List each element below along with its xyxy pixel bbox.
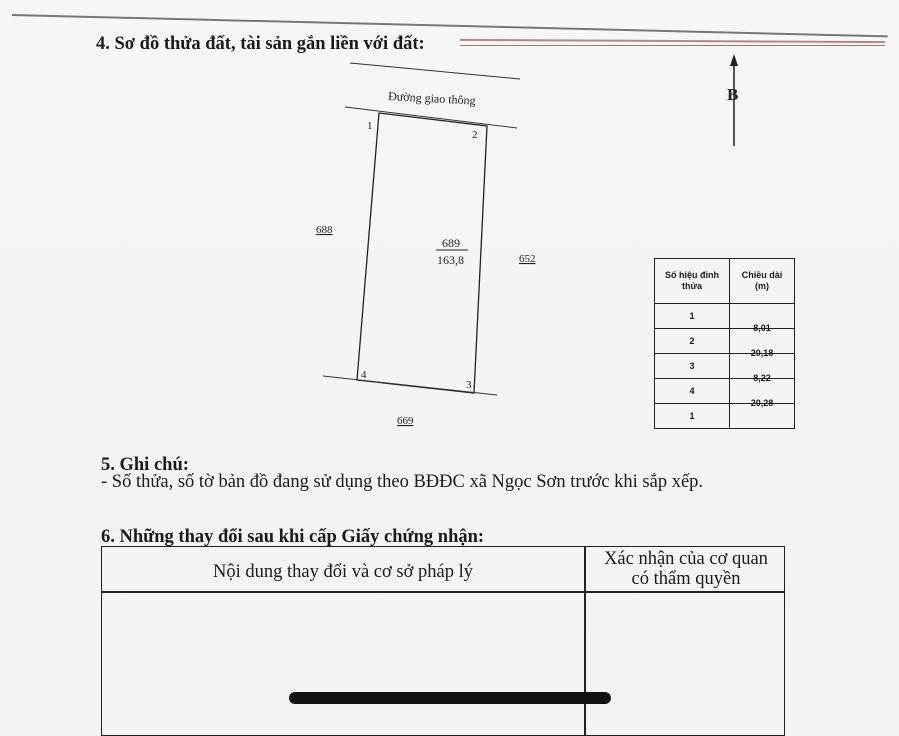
changes-header-divider — [102, 591, 784, 593]
length-cell — [730, 398, 795, 429]
neighbor-south: 669 — [397, 415, 414, 427]
confirm-header-line1: Xác nhận của cơ quan — [604, 549, 768, 569]
section5-note: - Số thửa, số tờ bản đồ đang sử dụng theo BĐĐC xã Ngọc Sơn trước khi sắp xếp. — [101, 472, 704, 492]
neighbor-east: 652 — [519, 253, 536, 265]
edge-length-table — [654, 258, 795, 429]
home-indicator-bar[interactable] — [289, 692, 611, 704]
vertex-cell: 2 — [655, 329, 730, 354]
vertex-header: Số hiệu đỉnh thửa — [655, 259, 730, 304]
neighbor-west: 688 — [316, 224, 333, 236]
section5-title: 5. Ghi chú: — [101, 455, 189, 475]
road-upper-line — [350, 63, 520, 79]
parcel-number: 689 — [442, 236, 460, 250]
corner-2-label: 2 — [472, 129, 478, 141]
vertex-cell: 4 — [655, 379, 730, 404]
section4-title: 4. Sơ đồ thửa đất, tài sản gắn liền với đất: — [96, 34, 425, 54]
length-value: 8,01 — [753, 323, 771, 333]
north-label: B — [727, 85, 739, 104]
corner-3-label: 3 — [466, 379, 472, 391]
corner-4-label: 4 — [361, 369, 367, 381]
vertex-cell: 3 — [655, 354, 730, 379]
changes-table — [101, 546, 785, 736]
length-value: 20,28 — [750, 398, 774, 408]
vertex-cell: 1 — [655, 404, 730, 429]
vertex-cell: 1 — [655, 304, 730, 329]
corner-1-label: 1 — [367, 120, 373, 132]
north-arrow-head-icon — [730, 54, 738, 66]
section6-title: 6. Những thay đổi sau khi cấp Giấy chứng nhận: — [101, 527, 485, 547]
parcel-boundary — [357, 113, 487, 393]
confirm-header-line2: có thẩm quyền — [631, 569, 741, 589]
length-value: 8,22 — [753, 373, 771, 383]
parcel-area: 163,8 — [437, 253, 464, 267]
length-header: Chiều dài (m) — [730, 259, 795, 304]
road-label: Đường giao thông — [387, 89, 476, 108]
changes-content-header: Nội dung thay đổi và cơ sở pháp lý — [212, 562, 474, 582]
length-value: 20,18 — [750, 348, 774, 358]
changes-confirm-header — [586, 549, 786, 589]
